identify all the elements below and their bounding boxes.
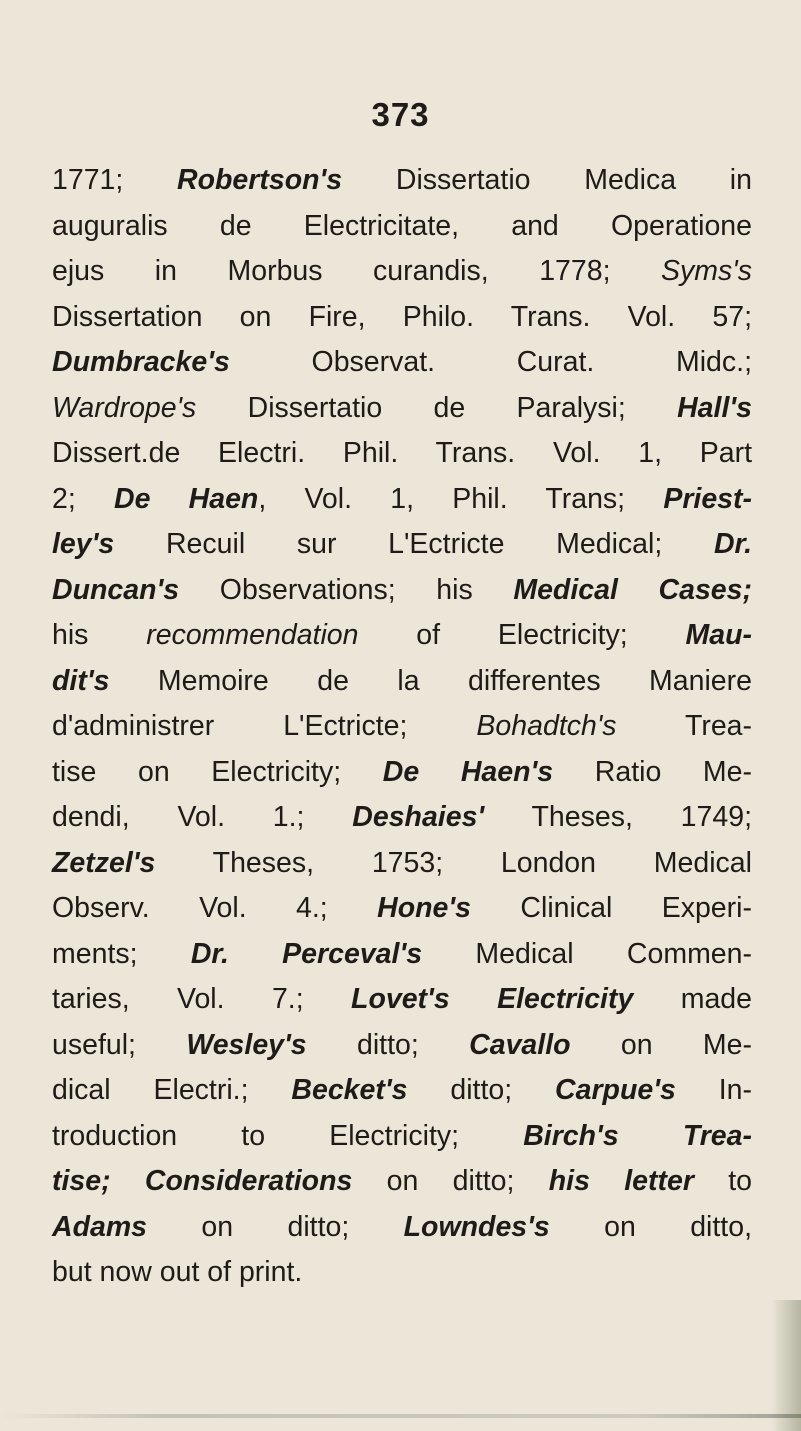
page-number: 373 — [371, 96, 430, 133]
citation-name: Medical Cases; — [513, 573, 752, 606]
text-run: Memoire de la differentes Maniere — [109, 664, 752, 697]
text-run: 1771; — [52, 164, 178, 196]
citation-name: Dr. Perceval's — [190, 937, 423, 970]
text-line — [52, 1205, 752, 1251]
text-run: made — [633, 983, 753, 1015]
text-line — [52, 431, 752, 477]
citation-name: Hone's — [377, 892, 472, 924]
text-line — [52, 204, 752, 250]
text-run: d'administrer L'Ectricte; — [52, 710, 477, 742]
text-line — [52, 522, 752, 568]
text-run: Theses, 1749; — [484, 801, 752, 833]
text-line — [52, 613, 752, 659]
text-run: on ditto; — [352, 1165, 549, 1197]
text-run: ditto; — [306, 1028, 470, 1061]
text-run: Dissert.de Electri. Phil. Trans. Vol. 1, Part — [52, 437, 752, 469]
citation-name: Lowndes's — [403, 1210, 550, 1243]
text-run: Clinical Experi- — [471, 892, 752, 924]
text-line — [52, 1023, 752, 1069]
citation-name: tise; Considerations — [52, 1165, 353, 1197]
citation-name: Zetzel's — [52, 846, 156, 879]
citation-name: Dr. — [713, 528, 752, 560]
text-line — [52, 568, 752, 614]
citation-name: Robertson's — [177, 164, 343, 196]
text-run: Theses, 1753; London Medical — [155, 846, 752, 879]
text-run: Observat. Curat. Midc.; — [229, 346, 752, 378]
text-line — [52, 659, 752, 705]
text-run: Dissertatio Medica in — [342, 164, 752, 196]
text-run: Dissertatio de Paralysi; — [196, 391, 678, 424]
text-line — [52, 477, 752, 523]
text-line — [52, 295, 752, 341]
text-line — [52, 1114, 752, 1160]
text-run: of Electricity; — [358, 619, 686, 651]
text-line — [52, 977, 752, 1023]
text-line — [52, 386, 752, 432]
text-run: tise on Electricity; — [52, 755, 383, 788]
text-line — [52, 1068, 752, 1114]
text-run: , Vol. 1, Phil. Trans; — [258, 482, 664, 515]
citation-name: Duncan's — [52, 573, 180, 606]
text-line — [52, 886, 752, 932]
text-run: dendi, Vol. 1.; — [52, 801, 353, 833]
citation-name: Cavallo — [469, 1028, 571, 1061]
citation-name: dit's — [52, 664, 110, 697]
citation-name: Birch's Trea- — [523, 1119, 752, 1152]
text-run: to — [693, 1165, 753, 1197]
citation-name: Bohadtch's — [476, 710, 617, 742]
text-run: ditto; — [407, 1074, 556, 1106]
text-run: Observ. Vol. 4.; — [52, 892, 378, 924]
citation-name: Dumbracke's — [52, 346, 230, 378]
body-text — [52, 158, 752, 1296]
text-run: Dissertation on Fire, Philo. Trans. Vol. 57; — [52, 300, 752, 333]
citation-name: Wesley's — [186, 1028, 307, 1061]
citation-name: De Haen's — [382, 755, 554, 788]
citation-name: Mau- — [685, 619, 753, 651]
citation-name: Wardrope's — [52, 391, 197, 424]
text-line — [52, 340, 752, 386]
citation-name: Becket's — [291, 1074, 408, 1106]
page-corner-shadow — [771, 1300, 801, 1431]
text-run: In- — [675, 1074, 752, 1106]
text-run: but now out of print. — [52, 1256, 303, 1288]
text-run: Trea- — [616, 710, 753, 742]
text-run: 2; — [52, 482, 114, 515]
text-line — [52, 1250, 752, 1296]
text-line — [52, 750, 752, 796]
citation-name: Adams — [52, 1210, 148, 1243]
text-run: Medical Commen- — [422, 937, 752, 970]
text-line — [52, 841, 752, 887]
text-run: troduction to Electricity; — [52, 1119, 524, 1152]
text-run: on Me- — [570, 1028, 753, 1061]
citation-name: Lovet's Electricity — [351, 983, 634, 1015]
citation-name: recommendation — [146, 619, 359, 651]
text-run: his — [52, 619, 147, 651]
citation-name: his letter — [548, 1165, 694, 1197]
citation-name: Deshaies' — [352, 801, 485, 833]
text-line — [52, 704, 752, 750]
text-line — [52, 158, 752, 204]
text-run: auguralis de Electricitate, and Operatione — [52, 209, 752, 242]
text-line — [52, 932, 752, 978]
text-run: Observations; his — [179, 573, 514, 606]
citation-name: ley's — [52, 528, 115, 560]
citation-name: Hall's — [677, 391, 752, 424]
citation-name: Syms's — [661, 255, 752, 287]
text-run: useful; — [52, 1028, 187, 1061]
citation-name: Carpue's — [555, 1074, 676, 1106]
text-line — [52, 1159, 752, 1205]
page-bottom-edge — [0, 1414, 801, 1418]
text-run: ejus in Morbus curandis, 1778; — [52, 255, 662, 287]
text-run: ments; — [52, 937, 191, 970]
text-run: dical Electri.; — [52, 1074, 292, 1106]
citation-name: Priest- — [663, 482, 753, 515]
text-run: on ditto, — [549, 1210, 752, 1243]
text-run: taries, Vol. 7.; — [52, 983, 352, 1015]
citation-name: De Haen — [114, 482, 259, 515]
text-run: Ratio Me- — [553, 755, 752, 788]
text-line — [52, 795, 752, 841]
text-line — [52, 249, 752, 295]
text-run: Recuil sur L'Ectricte Medical; — [114, 528, 714, 560]
text-run: on ditto; — [147, 1210, 404, 1243]
